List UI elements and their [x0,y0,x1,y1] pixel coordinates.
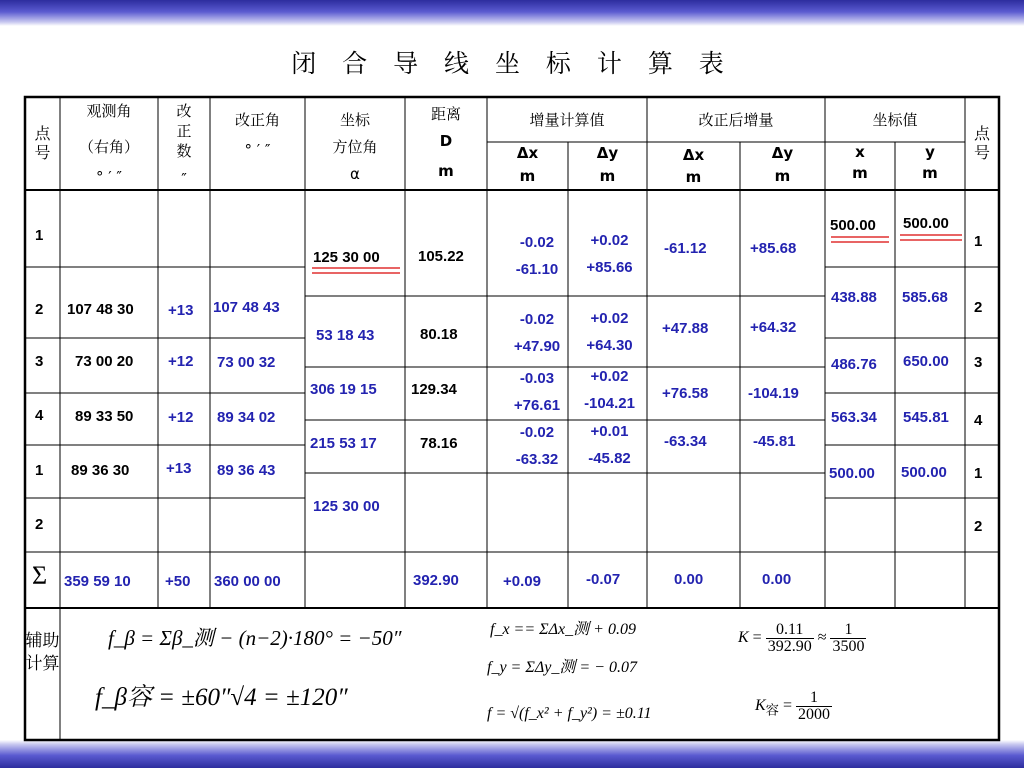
distance-header-D: D [439,132,453,150]
sum-observed: 359 59 10 [64,573,131,590]
corrected-angle-4: 89 34 02 [217,409,276,426]
f-total-formula: f = √(f_x² + f_y²) = ±0.11 [487,705,652,722]
dy-adj-1: +85.68 [750,240,797,257]
dx-cell-3: -0.03 +76.61 [513,370,561,414]
dx-adj-header: Δx [682,146,705,164]
dy-adj-4: -45.81 [753,433,796,450]
f-beta-allowable: f_β容 = ±60″√4 = ±120″ [95,684,348,711]
observed-angle-sub: （右角） [78,138,139,156]
sum-distance: 392.90 [413,572,459,589]
x-coord-4: 563.34 [831,409,877,426]
f-beta-formula: f_β = Σβ_测 − (n−2)·180° = −50″ [108,626,402,650]
y-header: y [925,143,935,161]
azimuth-header-alpha: α [350,165,360,183]
dy-cell-4: +0.01 -45.82 [588,423,631,467]
point-left-3: 3 [35,353,44,370]
aux-label: 辅助计算 [25,631,60,674]
x-coord-2: 438.88 [831,289,877,306]
point-right-4: 4 [974,412,983,429]
sum-dx-adj: 0.00 [674,571,704,588]
dy-unit: m [599,167,616,185]
correction-header-3: 数 [176,142,192,160]
sum-corrected: 360 00 00 [214,573,281,590]
correction-3: +12 [168,353,194,370]
distance-1-2: 105.22 [418,248,464,265]
sum-dy-adj: 0.00 [762,571,792,588]
sum-correction: +50 [165,573,191,590]
distance-header-unit: m [438,162,454,180]
azimuth-1-2: 125 30 00 [313,249,380,266]
point-right-3: 3 [974,354,983,371]
dy-cell-2: +0.02 +64.30 [586,310,633,354]
dx-cell-1: -0.02 -61.10 [515,234,559,278]
sum-dx: +0.09 [503,573,541,590]
dy-cell-3: +0.02 -104.21 [584,368,635,412]
dx-adj-3: +76.58 [662,385,709,402]
correction-4: +12 [168,409,194,426]
dx-unit: m [519,167,536,185]
dy-adj-header: Δy [771,144,794,162]
corrected-angle-unit: ° ′ ″ [244,141,271,159]
dx-adj-2: +47.88 [662,320,709,337]
dy-cell-1: +0.02 +85.66 [586,232,633,276]
fx-formula: f_x == ΣΔx_测 + 0.09 [490,621,636,638]
correction-2: +13 [168,302,194,319]
x-coord-1: 500.00 [830,217,876,234]
sum-dy: -0.07 [586,571,621,588]
increment-group-header: 增量计算值 [529,111,605,129]
relative-error: K = $\frac{0.11}{392.90}$ ≈ $\frac{1}{3500}$ [738,621,865,655]
observed-angle-unit: ° ′ ″ [95,168,123,186]
correction-header-1: 改 [176,102,192,120]
observed-angle-4: 89 33 50 [75,408,134,425]
azimuth-4-1: 215 53 17 [310,435,377,452]
azimuth-header-2: 方位角 [332,138,378,156]
observed-angle-header: 观测角 [86,102,132,120]
azimuth-2-3: 53 18 43 [316,327,375,344]
distance-4-1: 78.16 [420,435,458,452]
coord-group-header: 坐标值 [872,111,918,129]
correction-1b: +13 [166,460,192,477]
point-no-header-right: 点 号 [973,124,990,162]
azimuth-header-1: 坐标 [339,111,370,129]
y-coord-1: 500.00 [903,215,949,232]
point-left-6: 2 [35,516,44,533]
azimuth-3-4: 306 19 15 [310,381,377,398]
corrected-angle-header: 改正角 [234,111,280,129]
point-right-1: 1 [974,233,983,250]
fy-formula: f_y = ΣΔy_测 = − 0.07 [487,659,637,676]
correction-header-2: 正 [176,122,192,140]
point-no-header: 点 号 [34,124,51,162]
dy-adj-3: -104.19 [748,385,799,402]
distance-2-3: 80.18 [420,326,458,343]
point-right-5: 1 [974,465,983,482]
distance-3-4: 129.34 [411,381,457,398]
dy-adj-2: +64.32 [750,319,797,336]
y-coord-4: 545.81 [903,409,949,426]
point-left-2: 2 [35,301,44,318]
x-coord-1b: 500.00 [829,465,875,482]
point-right-2: 2 [974,299,983,316]
dx-cell-2: -0.02 +47.90 [513,311,561,355]
x-unit: m [852,164,868,182]
corrected-angle-2: 107 48 43 [213,299,280,316]
point-left-1: 1 [35,227,44,244]
observed-angle-2: 107 48 30 [67,301,134,318]
corrected-angle-3: 73 00 32 [217,354,276,371]
corrected-group-header: 改正后增量 [698,111,774,129]
y-unit: m [922,164,938,182]
relative-error-allowable: $K_容$ = $\frac{1}{2000}$ [755,689,831,723]
point-left-5: 1 [35,462,44,479]
y-coord-3: 650.00 [903,353,949,370]
dx-adj-unit: m [685,168,702,186]
point-left-4: 4 [35,407,44,424]
dy-header: Δy [596,144,619,162]
dx-adj-4: -63.34 [664,433,707,450]
dx-header: Δx [516,144,539,162]
dy-adj-unit: m [774,167,791,185]
x-coord-3: 486.76 [831,356,877,373]
y-coord-1b: 500.00 [901,464,947,481]
y-coord-2: 585.68 [902,289,948,306]
point-right-6: 2 [974,518,983,535]
correction-header-unit: ″ [181,170,187,188]
x-header: x [855,143,865,161]
dx-cell-4: -0.02 -63.32 [515,424,559,468]
observed-angle-3: 73 00 20 [75,353,134,370]
page-title: 闭 合 导 线 坐 标 计 算 表 [291,49,733,78]
distance-header: 距离 [430,105,461,123]
dx-adj-1: -61.12 [664,240,707,257]
corrected-angle-1b: 89 36 43 [217,462,276,479]
observed-angle-1b: 89 36 30 [71,462,130,479]
sum-symbol: Σ [32,561,48,590]
azimuth-1-2-check: 125 30 00 [313,498,380,515]
